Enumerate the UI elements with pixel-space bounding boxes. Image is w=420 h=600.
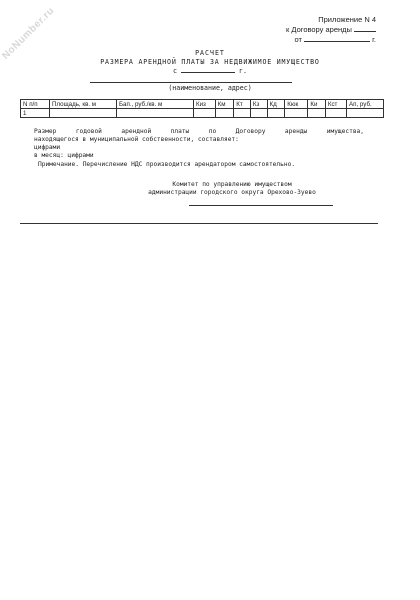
table-header: Кюк: [285, 100, 308, 109]
table-header: Км: [215, 100, 234, 109]
appendix-date: [286, 35, 376, 45]
table-header: Кт: [234, 100, 251, 109]
address-caption: (наименование, адрес): [168, 84, 252, 92]
vat-note: Примечание. Перечисление НДС производится арендатором самостоятельно.: [38, 161, 296, 168]
contract-date-blank: [304, 35, 370, 42]
table-cell: [234, 109, 251, 118]
watermark: NoNumber.ru: [0, 5, 57, 62]
appendix-date-prefix: от: [294, 35, 302, 44]
calculation-table: [20, 99, 384, 118]
table-header: Ки: [308, 100, 326, 109]
contract-number-blank: [354, 25, 376, 32]
signatory-line-2: администрации городского округа Орехово-Зуево: [148, 189, 316, 196]
amount-digits-line: цифрами: [34, 144, 61, 151]
signature-blank: [189, 205, 333, 206]
document-subtitle: РАЗМЕРА АРЕНДНОЙ ПЛАТЫ ЗА НЕДВИЖИМОЕ ИМУЩЕСТВО: [100, 58, 320, 66]
table-cell: [50, 109, 117, 118]
table-header: Бап., руб./кв. м: [117, 100, 194, 109]
table-cell: [347, 109, 384, 118]
table-cell: 1: [21, 109, 50, 118]
table-header: Кд: [267, 100, 285, 109]
table-header: N п/п: [21, 100, 50, 109]
table-header: Кз: [250, 100, 267, 109]
body-paragraph-2: находящегося в муниципальной собственности, составляет:: [34, 136, 239, 143]
date-prefix: с: [173, 67, 178, 75]
appendix-contract-label: к Договору аренды: [286, 25, 352, 34]
table-cell: [194, 109, 216, 118]
table-row: [21, 109, 384, 118]
table-cell: [117, 109, 194, 118]
table-cell: [250, 109, 267, 118]
body-paragraph-1: Размер годовой арендной платы по Договору аренды имущества,: [34, 128, 364, 135]
appendix-contract: [286, 25, 376, 35]
table-header-row: [21, 100, 384, 109]
table-header: Кст: [325, 100, 346, 109]
date-blank: [181, 67, 235, 73]
table-cell: [308, 109, 326, 118]
table-header: Ап, руб.: [347, 100, 384, 109]
monthly-amount-line: в месяц: цифрами: [34, 152, 94, 159]
table-cell: [267, 109, 285, 118]
appendix-date-suffix: г.: [372, 35, 376, 44]
table-header: Площадь, кв. м: [50, 100, 117, 109]
date-line: [0, 67, 420, 75]
table-cell: [215, 109, 234, 118]
appendix-block: [286, 15, 376, 45]
document-title: РАСЧЕТ: [195, 49, 225, 57]
table-header: Киз: [194, 100, 216, 109]
address-blank: [90, 82, 292, 83]
bottom-divider: [20, 223, 378, 224]
appendix-title: Приложение N 4: [318, 15, 376, 24]
date-suffix: г.: [239, 67, 247, 75]
signatory-line-1: Комитет по управлению имуществом: [172, 181, 292, 188]
table-cell: [325, 109, 346, 118]
table-cell: [285, 109, 308, 118]
